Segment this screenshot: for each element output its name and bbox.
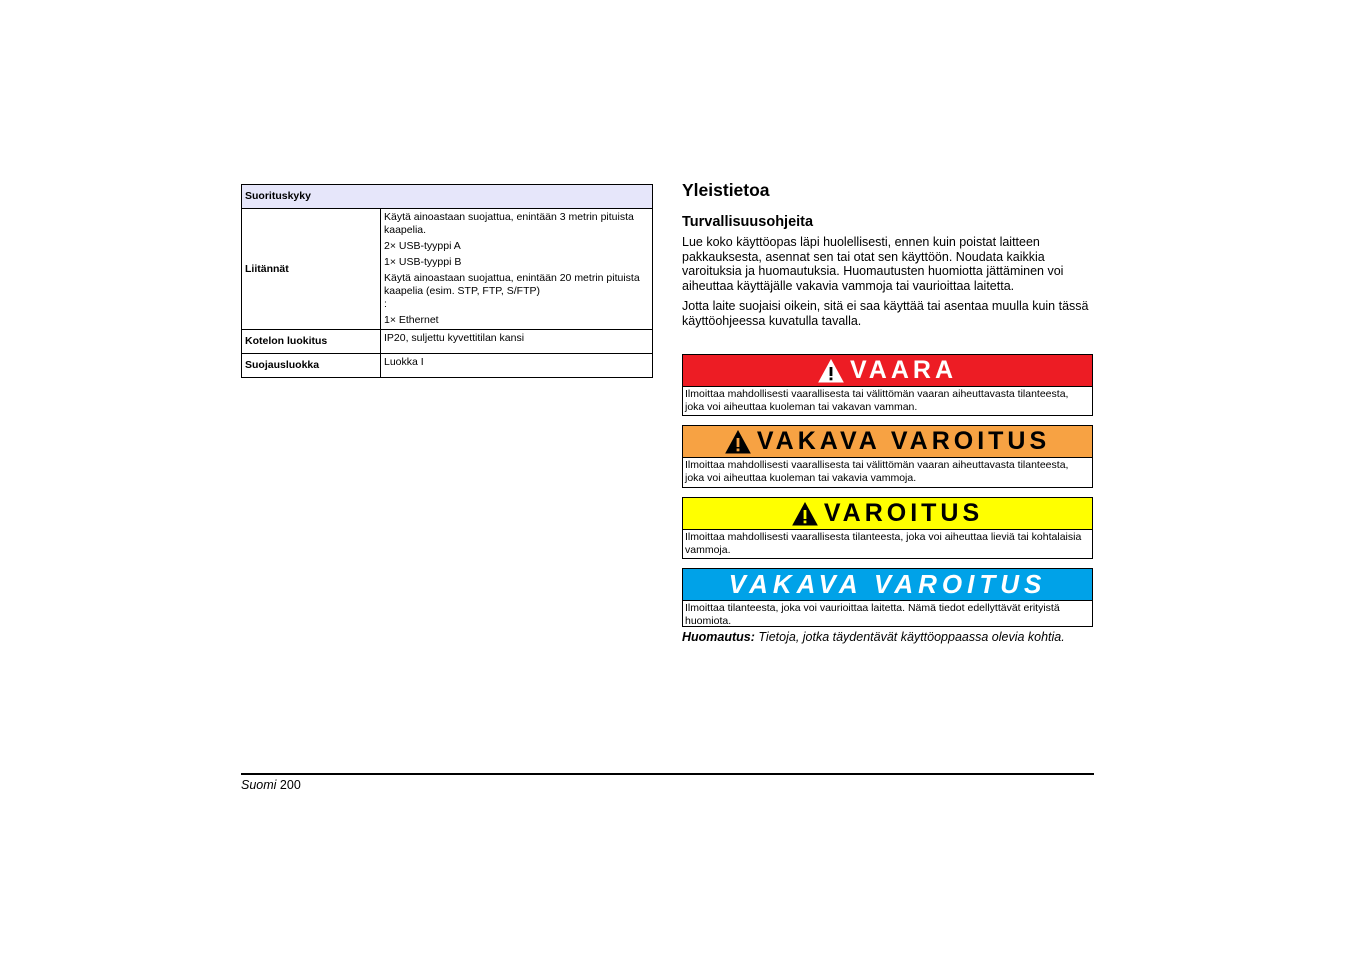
specification-table	[241, 184, 653, 378]
note-label: Huomautus:	[682, 630, 755, 644]
warning-triangle-icon	[818, 359, 844, 383]
value-line: 2× USB-tyyppi A	[384, 240, 461, 252]
footer-page-number: 200	[279, 778, 301, 792]
table-row	[242, 209, 653, 330]
row-label-connections: Liitännät	[242, 209, 381, 330]
warning-notice	[682, 425, 1093, 488]
danger-description: Ilmoittaa mahdollisesti vaarallisesta tai välittömän vaaran aiheuttavasta tilanteesta, joka voi aiheuttaa kuoleman tai vakavan vamman.	[685, 388, 1069, 413]
caution-description: Ilmoittaa mahdollisesti vaarallisesta tilanteesta, joka voi aiheuttaa lieviä tai kohtalaisia vammoja.	[685, 531, 1082, 556]
row-value-protection-class: Luokka I	[381, 354, 653, 378]
value-line: 1× USB-tyyppi B	[384, 256, 462, 268]
notice-title: VAKAVA VAROITUS	[728, 569, 1047, 599]
subsection-title: Turvallisuusohjeita	[682, 214, 814, 230]
row-value-enclosure-rating: IP20, suljettu kyvettitilan kansi	[381, 330, 653, 354]
danger-title: VAARA	[849, 356, 958, 384]
warning-description: Ilmoittaa mahdollisesti vaarallisesta tai välittömän vaaran aiheuttavasta tilanteesta, joka voi aiheuttaa kuoleman tai vakavia vammoja.	[685, 459, 1069, 484]
value-line: Käytä ainoastaan suojattua, enintään 3 metrin pituista kaapelia.	[384, 211, 634, 236]
danger-header	[683, 355, 1092, 387]
page-footer	[241, 778, 301, 793]
caution-notice	[682, 497, 1093, 559]
notice-header	[683, 569, 1092, 601]
warning-triangle-icon	[725, 430, 751, 454]
notice-description: Ilmoittaa tilanteesta, joka voi vaurioittaa laitetta. Nämä tiedot edellyttävät erityistä huomiota.	[685, 602, 1060, 627]
body-paragraph: Jotta laite suojaisi oikein, sitä ei saa käyttää tai asentaa muulla kuin tässä käyttöohjeessa kuvatulla tavalla.	[682, 299, 1089, 328]
body-paragraph: Lue koko käyttöopas läpi huolellisesti, ennen kuin poistat laitteen pakkauksesta, asennat sen tai otat sen käyttöön. Noudata kaikkia varoituksia ja huomautuksia. Huomautusten huomiotta jättäminen voi aiheuttaa käyttäjälle vakavia vammoja tai vaurioittaa laitetta.	[682, 235, 1064, 293]
caution-title: VAROITUS	[823, 499, 984, 527]
footer-divider	[241, 773, 1094, 775]
general-info-section	[682, 178, 1094, 334]
value-line: :	[384, 298, 387, 310]
warning-header	[683, 426, 1092, 458]
caution-header	[683, 498, 1092, 530]
warning-title: VAKAVA VAROITUS	[756, 427, 1051, 455]
row-label-enclosure-rating: Kotelon luokitus	[242, 330, 381, 354]
note	[682, 630, 1102, 645]
table-header: Suorituskyky	[242, 185, 653, 209]
footer-language: Suomi	[241, 778, 277, 792]
value-line: Käytä ainoastaan suojattua, enintään 20 metrin pituista kaapelia (esim. STP, FTP, S/FTP)	[384, 272, 640, 297]
warning-triangle-icon	[792, 502, 818, 526]
row-value-connections	[381, 209, 653, 330]
table-row	[242, 354, 653, 378]
table-header-row	[242, 185, 653, 209]
row-label-protection-class: Suojausluokka	[242, 354, 381, 378]
section-title: Yleistietoa	[682, 180, 770, 200]
danger-notice	[682, 354, 1093, 416]
note-text: Tietoja, jotka täydentävät käyttöoppaassa olevia kohtia.	[758, 630, 1065, 644]
table-row	[242, 330, 653, 354]
value-line: 1× Ethernet	[384, 314, 439, 326]
notice-box	[682, 568, 1093, 627]
